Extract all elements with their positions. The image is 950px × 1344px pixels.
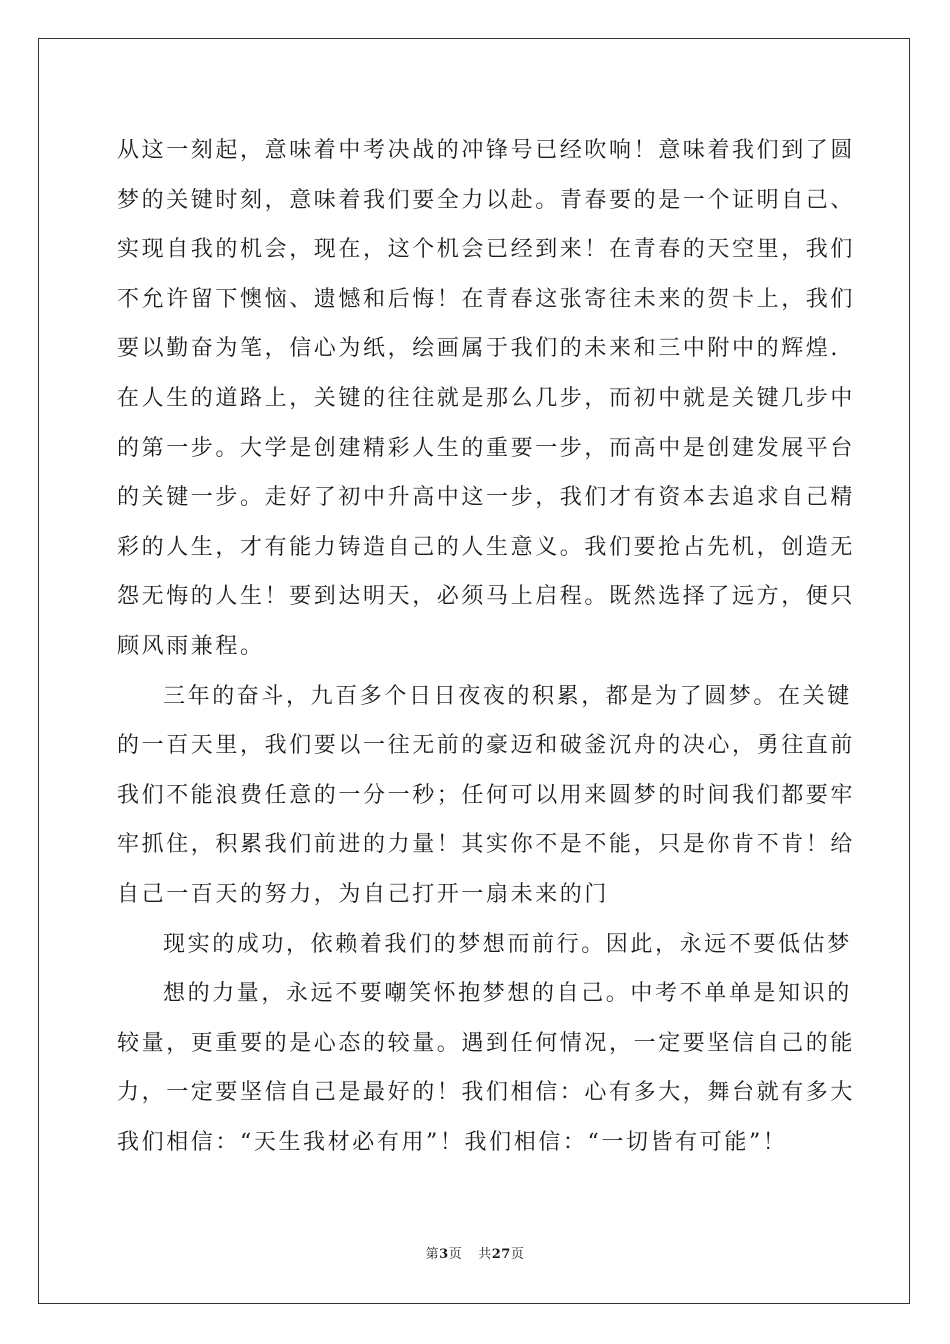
text-line: 牢抓住，积累我们前进的力量！其实你不是不能，只是你肯不肯！给 — [117, 832, 856, 858]
paragraph-start-line: 三年的奋斗，九百多个日日夜夜的积累，都是为了圆梦。在关键 — [163, 683, 852, 709]
text-line: 想的力量，永远不要嘲笑怀抱梦想的自己。中考不单单是知识的 — [163, 981, 852, 1007]
total-suffix: 页 — [510, 1247, 525, 1262]
total-pages: 27 — [491, 1247, 511, 1262]
text-line: 力，一定要坚信自己是最好的！我们相信：心有多大，舞台就有多大 — [117, 1080, 856, 1106]
text-line: 在人生的道路上，关键的往往就是那么几步，而初中就是关键几步中 — [117, 385, 856, 411]
total-prefix: 共 — [478, 1247, 492, 1262]
text-line: 彩的人生，才有能力铸造自己的人生意义。我们要抢占先机，创造无 — [117, 534, 856, 560]
document-body — [117, 126, 856, 1167]
text-line: 不允许留下懊恼、遗憾和后悔！在青春这张寄往未来的贺卡上，我们 — [117, 286, 856, 312]
text-line: 我们不能浪费任意的一分一秒；任何可以用来圆梦的时间我们都要牢 — [117, 782, 856, 808]
page-number: 3 — [439, 1247, 449, 1262]
text-line: 要以勤奋为笔，信心为纸，绘画属于我们的未来和三中附中的辉煌. — [117, 336, 840, 362]
text-line: 的第一步。大学是创建精彩人生的重要一步，而高中是创建发展平台 — [117, 435, 856, 461]
page-prefix: 第 — [425, 1247, 440, 1262]
text-line: 我们相信：“天生我材必有用”！我们相信：“一切皆有可能”！ — [117, 1129, 788, 1155]
text-line: 顾风雨兼程。 — [117, 633, 265, 659]
text-line: 较量，更重要的是心态的较量。遇到任何情况，一定要坚信自己的能 — [117, 1030, 856, 1056]
page-footer — [0, 1243, 950, 1262]
text-line: 的关键一步。走好了初中升高中这一步，我们才有资本去追求自己精 — [117, 485, 856, 511]
text-line: 的一百天里，我们要以一往无前的豪迈和破釜沉舟的决心，勇往直前 — [117, 733, 856, 759]
text-line: 怨无悔的人生！要到达明天，必须马上启程。既然选择了远方，便只 — [117, 584, 856, 610]
text-line: 实现自我的机会，现在，这个机会已经到来！在青春的天空里，我们 — [117, 237, 856, 263]
paragraph-start-line: 现实的成功，依赖着我们的梦想而前行。因此，永远不要低估梦 — [163, 931, 852, 957]
text-line: 梦的关键时刻，意味着我们要全力以赴。青春要的是一个证明自己、 — [117, 187, 856, 213]
text-line: 从这一刻起，意味着中考决战的冲锋号已经吹响！意味着我们到了圆 — [117, 138, 856, 163]
text-line: 自己一百天的努力，为自己打开一扇未来的门 — [117, 881, 610, 907]
page-suffix: 页 — [448, 1247, 463, 1262]
